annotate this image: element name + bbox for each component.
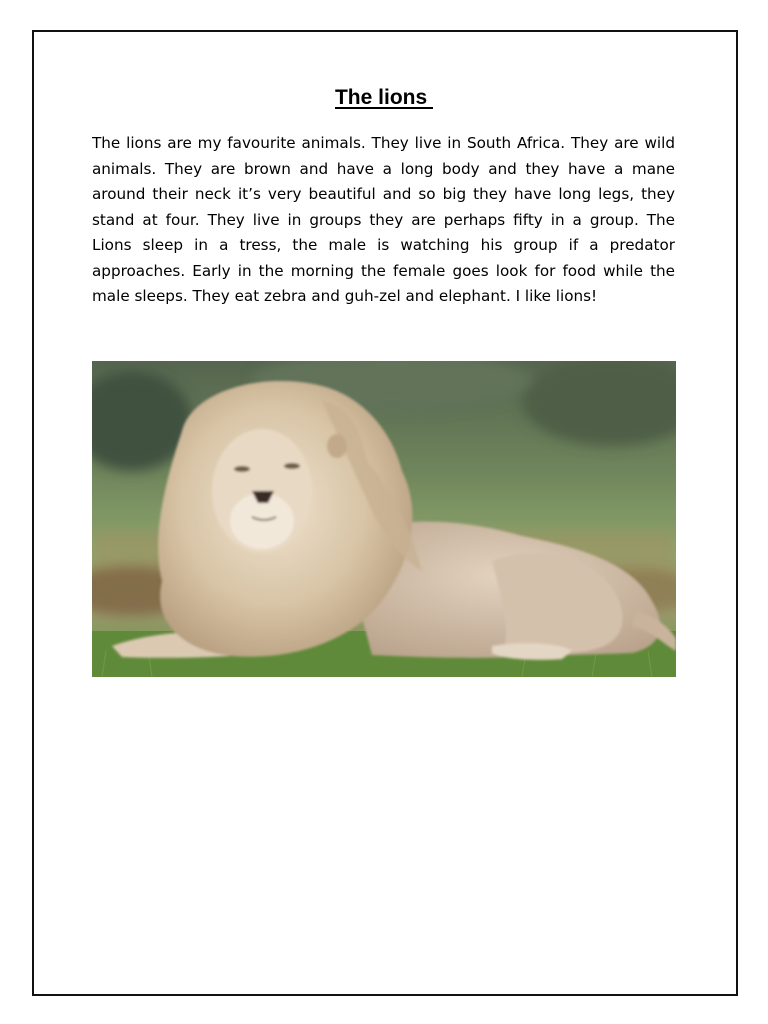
document-title-text: The lions	[334, 86, 433, 109]
lion-photo	[92, 361, 676, 677]
document-title	[0, 86, 768, 110]
document-paragraph: The lions are my favourite animals. They live in South Africa. They are wild animals. They are brown and have a long body and they have a mane around their neck it’s very beautiful and so big they have long legs, they stand at four. They live in groups they are perhaps fifty in a group. The Lions sleep in a tress, the male is watching his group if a predator approaches. Early in the morning the female goes look for food while the male sleeps. They eat zebra and guh-zel and elephant. I like lions!	[92, 134, 675, 305]
